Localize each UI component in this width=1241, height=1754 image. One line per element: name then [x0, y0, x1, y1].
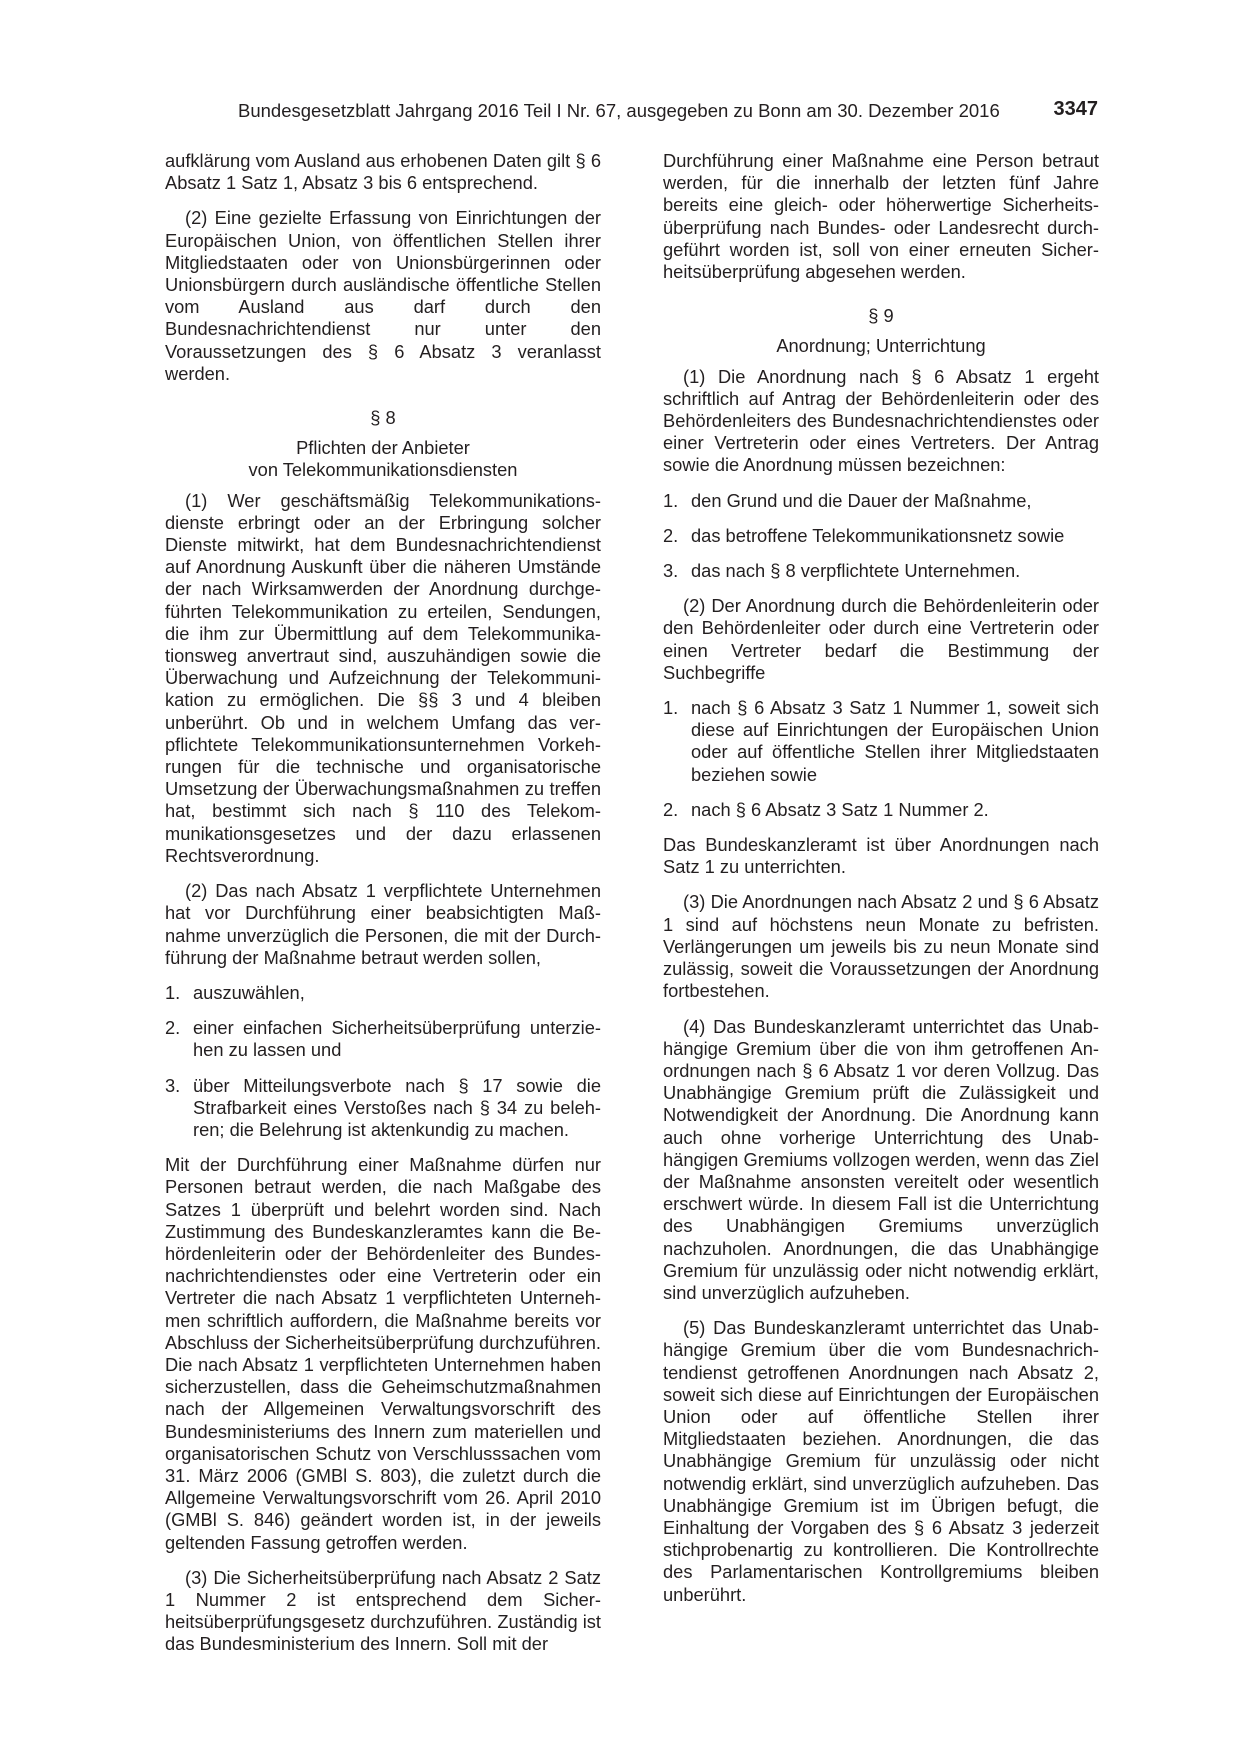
section-9-abs4: (4) Das Bundeskanzleramt unterrichtet das Unabhängige Gremium über die von ihm getroffenen Anordnungen nach § 6 Absatz 1 vor deren Vollzug. Das Unabhängige Gremium prüft die Zulässigkeit und Notwendigkeit der Anordnung. Die Anordnung kann auch ohne vorherige Unterrichtung des Unabhängigen Gremiums vollzogen werden, wenn das Ziel der Maßnahme ansonsten vereitelt oder wesentlich erschwert würde. In diesem Fall ist die Unterrichtung des Unabhängigen Gremiums unverzüglich nachzuholen. Anordnungen, die das Unabhängige Gremium für unzulässig oder nicht notwendig erklärt, sind unverzüglich aufzuheben. — [663, 1015, 1099, 1303]
list-item — [663, 490, 1099, 512]
section-9-number: § 9 — [868, 305, 894, 327]
gazette-title: Bundesgesetzblatt Jahrgang 2016 Teil I Nr. 67, ausgegeben zu Bonn am 30. Dezember 2016 — [238, 100, 1000, 121]
right-column — [663, 150, 1099, 1619]
list-item-text: das betroffene Telekommunikationsnetz sowie — [691, 524, 1065, 546]
continued-paragraph: aufklärung vom Ausland aus erhobenen Daten gilt § 6 Absatz 1 Satz 1, Absatz 3 bis 6 entsprechend. — [165, 150, 601, 194]
list-item-number: 1. — [663, 697, 679, 719]
section-9-list-2 — [663, 697, 1099, 821]
section-9-after-list-2: Das Bundeskanzleramt ist über Anordnungen nach Satz 1 zu unterrichten. — [663, 834, 1099, 878]
section-9-title: Anordnung; Unterrichtung — [776, 335, 986, 357]
page-header — [238, 98, 1098, 128]
list-item-number: 2. — [663, 798, 679, 820]
section-9-abs3: (3) Die Anordnungen nach Absatz 2 und § 6 Absatz 1 sind auf höchstens neun Monate zu befristen. Verlängerungen um jeweils bis zu neun Monate sind zulässig, soweit die Voraussetzungen der Anordnung fortbestehen. — [663, 891, 1099, 1002]
list-item-number: 1. — [165, 981, 181, 1003]
list-item-text: den Grund und die Dauer der Maßnahme, — [691, 489, 1032, 511]
section-8-abs3: (3) Die Sicherheitsüberprüfung nach Absatz 2 Satz 1 Nummer 2 ist entsprechend dem Sicherheitsüberprüfungsgesetz durchzuführen. Zuständig ist das Bundesministerium des Innern. Soll mit der — [165, 1566, 601, 1655]
list-item-text: auszuwählen, — [193, 981, 305, 1003]
list-item — [663, 560, 1099, 582]
section-9-abs5: (5) Das Bundeskanzleramt unterrichtet das Unabhängige Gremium über die vom Bundesnachrichtendienst getroffenen Anordnungen nach Absatz 2, soweit sich diese auf Einrichtungen der Europäischen Union oder auf öffentliche Stellen ihrer Mitgliedstaaten beziehen. Anordnungen, die das Unabhängige Gremium für unzulässig oder nicht notwendig erklärt, sind unverzüglich aufzuheben. Das Unabhängige Gremium ist im Übrigen befugt, die Einhaltung der Vorgaben des § 6 Absatz 3 jederzeit stichprobenartig zu kontrollieren. Die Kontrollrechte des Parlamentarischen Kontrollgremiums bleiben unberührt. — [663, 1317, 1099, 1605]
list-item — [663, 697, 1099, 786]
section-8-list — [165, 982, 601, 1141]
list-item-number: 1. — [663, 489, 679, 511]
section-8-abs1: (1) Wer geschäftsmäßig Telekommunikationsdienste erbringt oder an der Erbringung solcher Dienste mitwirkt, hat dem Bundesnachrichtendienst auf Anordnung Auskunft über die näheren Umstände der nach Wirksamwerden der Anordnung durchgeführten Telekommunikation zu erteilen, Sendungen, die ihm zur Übermittlung auf dem Telekommunikationsweg anvertraut sind, auszuhändigen sowie die Überwachung und Aufzeichnung der Telekommunikation zu ermöglichen. Die §§ 3 und 4 bleiben unberührt. Ob und in welchem Umfang das verpflichtete Telekommunikationsunternehmen Vorkehrungen für die technische und organisatorische Umsetzung der Überwachungsmaßnahmen zu treffen hat, bestimmt sich nach § 110 des Telekommunikationsgesetzes und der dazu erlassenen Rechtsverordnung. — [165, 489, 601, 866]
list-item — [663, 799, 1099, 821]
list-item-text: nach § 6 Absatz 3 Satz 1 Nummer 1, soweit sich diese auf Einrichtungen der Europäischen Union oder auf öffentliche Stellen ihrer Mitgliedstaaten beziehen sowie — [691, 697, 1099, 785]
list-item-number: 2. — [663, 524, 679, 546]
section-8-title — [165, 437, 601, 481]
list-item-number: 2. — [165, 1017, 181, 1039]
section-9-abs2: (2) Der Anordnung durch die Behördenleiterin oder den Behördenleiter oder durch eine Vertreterin oder einen Vertreter bedarf die Bestimmung der Suchbegriffe — [663, 595, 1099, 683]
section-8-number: § 8 — [370, 407, 396, 429]
page-number: 3347 — [1053, 98, 1098, 120]
section-8-after-list: Mit der Durchführung einer Maßnahme dürfen nur Personen betraut werden, die nach Maßgabe des Satzes 1 überprüft und belehrt worden sind. Nach Zustimmung des Bundeskanzleramtes kann die Behördenleiterin oder der Behördenleiter des Bundesnachrichtendienstes oder eine Vertreterin oder ein Vertreter die nach Absatz 1 verpflichteten Unternehmen schriftlich auffordern, die Maßnahme bereits vor Abschluss der Sicherheitsüberprüfung durchzuführen. Die nach Absatz 1 verpflichteten Unternehmen haben sicherzustellen, dass die Geheimschutzmaßnahmen nach der Allgemeinen Verwaltungsvorschrift des Bundesministeriums des Innern zum materiellen und organisatorischen Schutz von Verschlusssachen vom 31. März 2006 (GMBl S. 803), die zuletzt durch die Allgemeine Verwaltungsvorschrift vom 26. April 2010 (GMBl S. 846) geändert worden ist, in der jeweils geltenden Fassung getroffen werden. — [165, 1154, 601, 1553]
section-9-abs1: (1) Die Anordnung nach § 6 Absatz 1 ergeht schriftlich auf Antrag der Behördenleiterin oder des Behördenleiters des Bundesnachrichtendienstes oder einer Vertreterin oder eines Vertreters. Der Antrag sowie die Anordnung müssen bezeichnen: — [663, 365, 1099, 476]
list-item — [165, 1017, 601, 1061]
list-item-number: 3. — [165, 1074, 181, 1096]
list-item — [663, 525, 1099, 547]
section-9-list-1 — [663, 490, 1099, 583]
list-item-text: einer einfachen Sicherheitsüberprüfung unterziehen zu lassen und — [193, 1017, 601, 1061]
list-item-text: das nach § 8 verpflichtete Unternehmen. — [691, 560, 1021, 582]
continued-paragraph: Durchführung einer Maßnahme eine Person betraut werden, für die innerhalb der letzten fünf Jahre bereits eine gleich- oder höherwertige Sicherheitsüberprüfung nach Bundes- oder Landesrecht durchgeführt worden ist, soll von einer erneuten Sicherheitsüberprüfung abgesehen werden. — [663, 150, 1099, 283]
list-item — [165, 1075, 601, 1142]
left-column — [165, 150, 601, 1669]
paragraph-abs2: (2) Eine gezielte Erfassung von Einrichtungen der Europäischen Union, von öffentlichen Stellen ihrer Mitgliedstaaten oder von Unionsbürgerinnen oder Unionsbürgern durch ausländische öffentliche Stellen vom Ausland aus darf durch den Bundesnachrichtendienst nur unter den Voraussetzungen des § 6 Absatz 3 veranlasst werden. — [165, 207, 601, 384]
list-item-text: über Mitteilungsverbote nach § 17 sowie die Strafbarkeit eines Verstoßes nach § 34 zu belehren; die Belehrung ist aktenkundig zu machen. — [193, 1074, 601, 1140]
list-item-text: nach § 6 Absatz 3 Satz 1 Nummer 2. — [691, 798, 989, 820]
section-8-title-line-2: von Telekommunikationsdiensten — [248, 459, 518, 481]
section-8-title-line-1: Pflichten der Anbieter — [296, 437, 470, 459]
list-item — [165, 982, 601, 1004]
section-8-abs2: (2) Das nach Absatz 1 verpflichtete Unternehmen hat vor Durchführung einer beabsichtigten Maßnahme unverzüglich die Personen, die mit der Durchführung der Maßnahme betraut werden sollen, — [165, 880, 601, 968]
list-item-number: 3. — [663, 560, 679, 582]
